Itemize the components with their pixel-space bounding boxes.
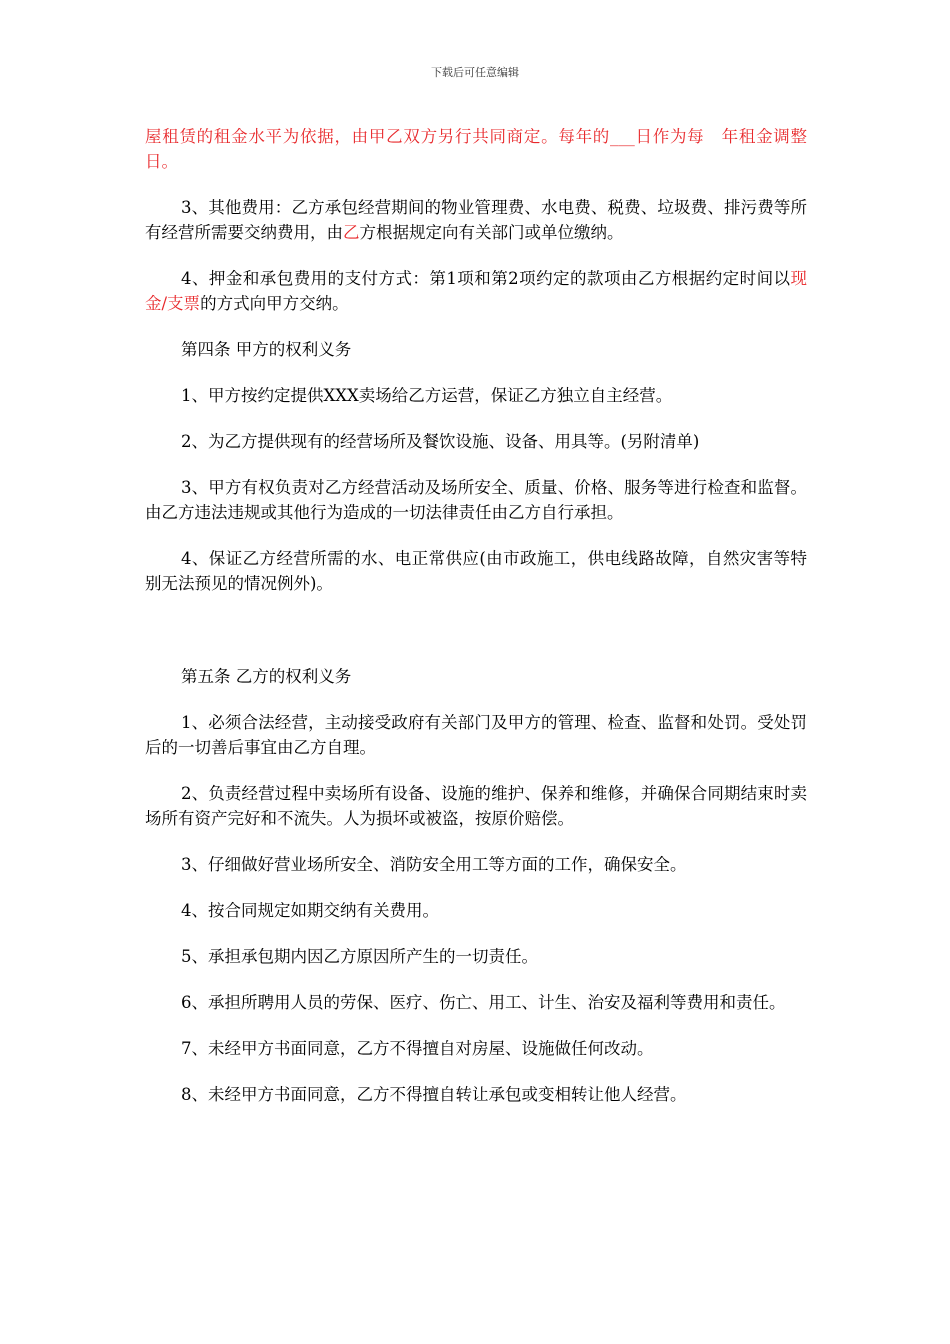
rent-adjustment-text-2: 日作为每 年租金调整日。 [145,127,808,171]
rent-adjustment-paragraph [145,124,807,174]
article-5-item: 5、承担承包期内因乙方原因所产生的一切责任。 [181,947,538,966]
section-spacer [145,617,807,664]
rent-adjustment-text: 屋租赁的租金水平为依据，由甲乙双方另行共同商定。每年的 [145,127,611,146]
page-header: 下载后可任意编辑 [431,66,519,79]
payment-method-text: 4、押金和承包费用的支付方式：第1项和第2项约定的款项由乙方根据约定时间以 [181,269,791,288]
article-5-title: 第五条 乙方的权利义务 [181,667,352,686]
article-4-item: 4、保证乙方经营所需的水、电正常供应(由市政施工，供电线路故障，自然灾害等特别无法预见的情况例外)。 [145,549,807,593]
article-5-item: 3、仔细做好营业场所安全、消防安全用工等方面的工作，确保安全。 [181,855,687,874]
payment-method-option: 现金/支票 [145,269,807,313]
payment-method-paragraph [145,266,807,316]
article-5-item: 6、承担所聘用人员的劳保、医疗、伤亡、用工、计生、治安及福利等费用和责任。 [181,993,786,1012]
article-5-item: 2、负责经营过程中卖场所有设备、设施的维护、保养和维修，并确保合同期结束时卖场所有资产完好和不流失。人为损坏或被盗，按原价赔偿。 [145,784,807,828]
other-fees-party: 乙 [343,223,360,242]
article-5-item: 4、按合同规定如期交纳有关费用。 [181,901,439,920]
article-5-item: 7、未经甲方书面同意，乙方不得擅自对房屋、设施做任何改动。 [181,1039,654,1058]
document-body [145,124,807,1128]
article-4-item: 2、为乙方提供现有的经营场所及餐饮设施、设备、用具等。(另附清单) [181,432,700,451]
article-5-item: 1、必须合法经营，主动接受政府有关部门及甲方的管理、检查、监督和处罚。受处罚后的一切善后事宜由乙方自理。 [145,713,807,757]
article-4-item: 3、甲方有权负责对乙方经营活动及场所安全、质量、价格、服务等进行检查和监督。由乙方违法违规或其他行为造成的一切法律责任由乙方自行承担。 [145,478,807,522]
payment-method-text-2: 的方式向甲方交纳。 [200,294,349,313]
article-5-item: 8、未经甲方书面同意，乙方不得擅自转让承包或变相转让他人经营。 [181,1085,687,1104]
article-4-title: 第四条 甲方的权利义务 [181,340,352,359]
other-fees-text: 3、其他费用：乙方承包经营期间的物业管理费、水电费、税费、垃圾费、排污费等所有经营所需要交纳费用，由 [145,198,807,242]
article-4-item: 1、甲方按约定提供XXX卖场给乙方运营，保证乙方独立自主经营。 [181,386,673,405]
other-fees-paragraph [145,195,807,245]
other-fees-text-2: 方根据规定向有关部门或单位缴纳。 [359,223,624,242]
rent-adjustment-blank: ___ [610,127,635,146]
